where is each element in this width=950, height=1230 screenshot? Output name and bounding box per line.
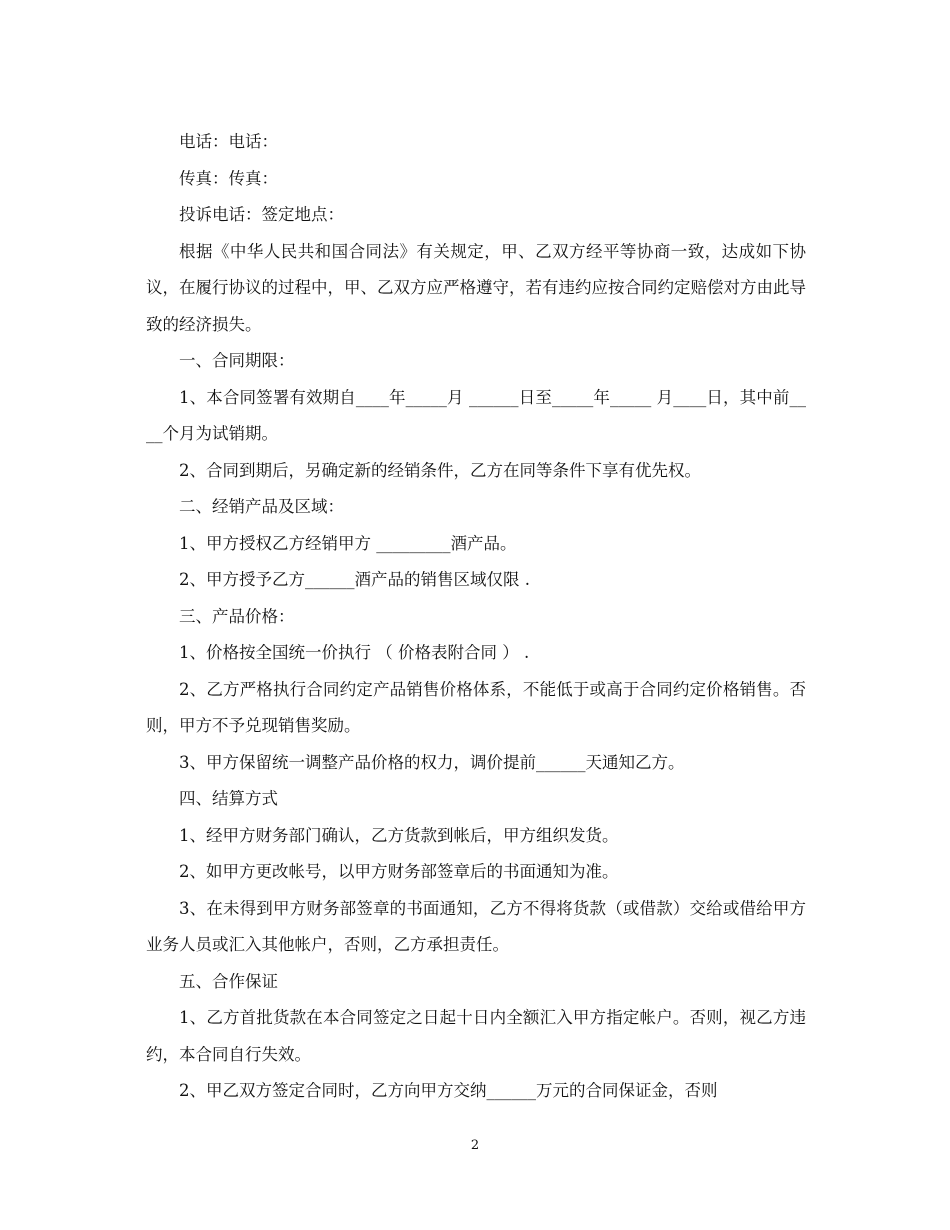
document-body — [146, 124, 806, 1110]
paragraph-complaint-phone: 投诉电话：签定地点： — [179, 205, 344, 224]
page-number: 2 — [470, 1138, 480, 1153]
clause-term-1: 1、本合同签署有效期自____年_____月 ______日至_____年_____ 月____日，其中前____个月为试销期。 — [146, 387, 806, 443]
section-heading-settlement: 四、结算方式 — [179, 789, 278, 808]
clause-guarantee-2: 2、甲乙双方签定合同时，乙方向甲方交纳______万元的合同保证金，否则 — [179, 1081, 718, 1100]
clause-price-1: 1、价格按全国统一价执行 （ 价格表附合同 ） . — [179, 643, 530, 662]
clause-products-1: 1、甲方授权乙方经销甲方 _________酒产品。 — [179, 533, 517, 553]
section-heading-products: 二、经销产品及区域： — [179, 497, 344, 516]
clause-price-3: 3、甲方保留统一调整产品价格的权力，调价提前______天通知乙方。 — [179, 752, 685, 772]
clause-settlement-2: 2、如甲方更改帐号，以甲方财务部签章后的书面通知为准。 — [179, 862, 619, 881]
paragraph-phone: 电话：电话： — [179, 132, 278, 151]
clause-settlement-3: 3、在未得到甲方财务部签章的书面通知，乙方不得将货款（或借款）交给或借给甲方业务人员或汇入其他帐户，否则，乙方承担责任。 — [146, 898, 806, 954]
section-heading-price: 三、产品价格： — [179, 606, 295, 626]
clause-settlement-1: 1、经甲方财务部门确认，乙方货款到帐后，甲方组织发货。 — [179, 825, 619, 845]
clause-term-2: 2、合同到期后，另确定新的经销条件，乙方在同等条件下享有优先权。 — [179, 460, 701, 480]
clause-products-2: 2、甲方授予乙方______酒产品的销售区域仅限 . — [179, 570, 530, 589]
section-heading-guarantee: 五、合作保证 — [179, 971, 278, 991]
section-heading-term: 一、合同期限： — [179, 351, 295, 370]
paragraph-preamble: 根据《中华人民共和国合同法》有关规定，甲、乙双方经平等协商一致，达成如下协议，在履行协议的过程中，甲、乙双方应严格遵守，若有违约应按合同约定赔偿对方由此导致的经济损失。 — [146, 241, 806, 334]
clause-price-2: 2、乙方严格执行合同约定产品销售价格体系，不能低于或高于合同约定价格销售。否则，甲方不予兑现销售奖励。 — [146, 679, 806, 735]
clause-guarantee-1: 1、乙方首批货款在本合同签定之日起十日内全额汇入甲方指定帐户。否则，视乙方违约，本合同自行失效。 — [146, 1008, 806, 1064]
paragraph-fax: 传真：传真： — [179, 168, 278, 188]
